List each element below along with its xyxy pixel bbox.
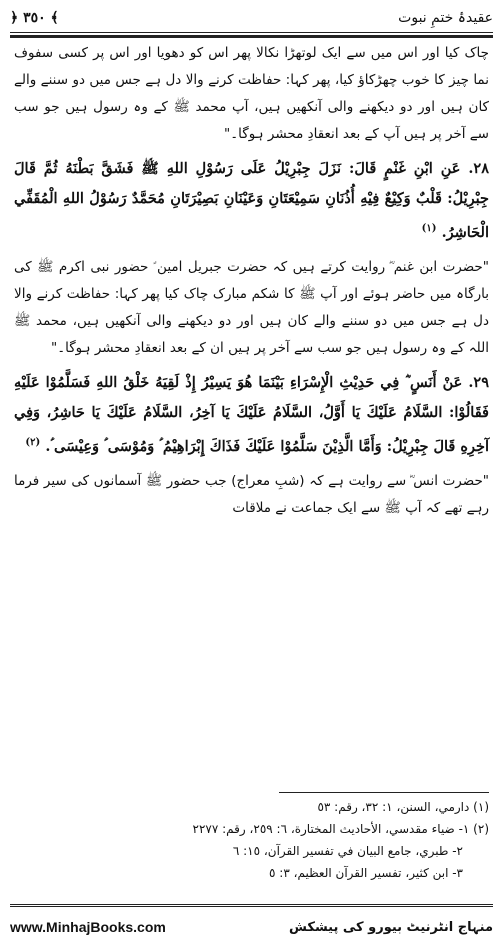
page-header bbox=[10, 4, 493, 32]
footnote-1: (١) دارمي، السنن، ١: ٣٢، رقم: ٥٣ bbox=[317, 800, 489, 814]
hadith-28-text: عَنِ ابْنِ غَنْمٍ قَالَ: نَزَلَ جِبْرِيْلُ عَلَى رَسُوْلِ اللهِ ﷺ فَشَقَّ بَطْنَهُ ثُمَّ قَالَ جِبْرِيْلُ: قَلْبٌ وَكِيْعٌ فِيْهِ أُذُنَانِ سَمِيْعَتَانِ وَعَيْنَانِ بَصِيْرَتَانِ مُحَمَّدٌ رَسُوْلُ اللهِ الْمُقَفِّي الْحَاشِرُ. bbox=[14, 160, 489, 241]
hadith-28-number: ٢٨. bbox=[468, 160, 489, 177]
hadith-29-number: ٢٩. bbox=[468, 373, 489, 391]
intro-paragraph: چاک کیا اور اس میں سے ایک لوتھڑا نکالا پھر اس کو دھویا اور اس پر کسی سفوف نما چیز کا خوب چھڑکاؤ کیا، پھر کہا: حفاظت کرنے والا دل ہے جس میں دو سننے والے کان ہیں اور دو دیکھنے والی آنکھیں ہیں، آپ محمد ﷺ کے وہ رسول ہیں جو سب سے آخر پر ہیں آپ کے بعد انعقادِ محشر ہوگا۔" bbox=[14, 45, 489, 142]
footnote-2: (٢) ١- ضياء مقدسي، الأحاديث المختارة، ٦: ٢٥٩، رقم: ٢٢٧٧ bbox=[192, 822, 489, 836]
footnote-ref-1[interactable]: (١) bbox=[421, 223, 437, 234]
website-link[interactable]: www.MinhajBooks.com bbox=[10, 919, 166, 935]
header-rule bbox=[10, 32, 493, 38]
book-title: عقیدۂ ختمِ نبوت bbox=[398, 10, 493, 26]
page-number: ﴾ ٣٥٠ ﴿ bbox=[10, 10, 59, 26]
hadith-29-translation: "حضرت انس ؓ سے روایت ہے کہ (شبِ معراج) جب حضور ﷺ آسمانوں کی سیر فرما رہے تھے کہ آپ ﷺ سے ایک جماعت نے ملاقات bbox=[14, 472, 489, 516]
hadith-28-arabic bbox=[14, 154, 489, 248]
footnotes bbox=[14, 796, 489, 884]
page-footer bbox=[10, 912, 493, 942]
hadith-29-arabic bbox=[14, 368, 489, 462]
footnote-ref-2[interactable]: (٢) bbox=[25, 436, 41, 448]
footnote-rule bbox=[279, 792, 489, 793]
footer-rule bbox=[10, 904, 493, 911]
page-content bbox=[14, 40, 489, 790]
hadith-29-text: عَنْ أَنَسٍ ؓ فِي حَدِيْثِ الْإِسْرَاءِ بَيْنَمَا هُوَ يَسِيْرُ إِذْ لَقِيَهُ خَلْقُ اللهِ فَسَلَّمُوْا عَلَيْهِ فَقَالُوْا: السَّلَامُ عَلَيْكَ يَا أَوَّلُ، السَّلَامُ عَلَيْكَ يَا آخِرُ، السَّلَامُ عَلَيْكَ يَا حَاشِرُ، وَفِي آخِرِهِ قَالَ جِبْرِيْلُ: وَأَمَّا الَّذِيْنَ سَلَّمُوْا عَلَيْكَ فَذَاكَ إِبْرَاهِيْمُ ؑ وَمُوْسَى ؑ وَعِيْسَى ؑ. bbox=[14, 373, 489, 455]
publisher-credit: منہاج انٹرنیٹ بیورو کی پیشکش bbox=[289, 919, 493, 935]
footnote-2-part-3: ٣- ابن كثير، تفسير القرآن العظيم، ٣: ٥ bbox=[269, 866, 463, 880]
footnote-2-part-2: ٢- طبري، جامع البيان في تفسير القرآن، ١٥: ٦ bbox=[232, 844, 463, 858]
hadith-28-translation: "حضرت ابن غنم ؓ روایت کرتے ہیں کہ حضرت جبریل امین ؑ حضور نبی اکرم ﷺ کی بارگاہ میں حاضر ہوئے اور آپ ﷺ کا شکم مبارک چاک کیا پھر کہا: حفاظت کرنے والا دل ہے جس میں دو سننے والے کان ہیں اور دو دیکھنے والی آنکھیں ہیں، محمد ﷺ اللہ کے وہ رسول ہیں جو سب سے آخر پر ہیں ان کے بعد انعقادِ محشر ہوگا۔" bbox=[14, 258, 489, 356]
